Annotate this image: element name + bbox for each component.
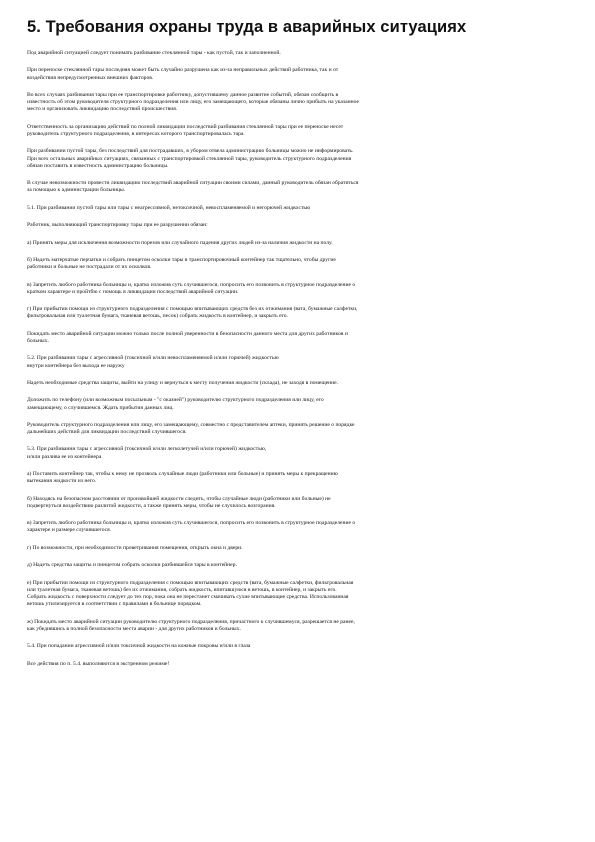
paragraph-line: а) Принять меры для исключения возможности порезов или случайного падения других людей из-за наличия жидкости на полу.: [27, 239, 333, 246]
paragraph: [27, 397, 575, 411]
paragraph: [27, 545, 575, 552]
paragraph-line: 5.4. При попадании агрессивной и/или токсичной жидкости на кожные покровы и/или в глаза: [27, 643, 251, 650]
paragraph: [27, 562, 575, 569]
paragraph-line: Покидать место аварийной ситуации можно только после полной уверенности в безопасности данного места для других работников и: [27, 330, 348, 337]
paragraph: [27, 580, 575, 609]
paragraph: [27, 50, 575, 57]
paragraph-line: работники и больные не пострадали от их осколков.: [27, 264, 152, 271]
paragraph-line: При всех остальных аварийных ситуациях, связанных с транспортировкой стеклянной тары, руководитель структурного подразделения: [27, 155, 352, 162]
paragraph-line: Надеть необходимые средства защиты, выйти на улицу и вернуться к месту получения жидкости (склада), не заходя в помещение.: [27, 379, 339, 386]
paragraph: [27, 222, 575, 229]
paragraph: [27, 306, 575, 320]
paragraph: [27, 205, 575, 212]
paragraph-line: 5.3. При разбивании тары с агрессивной (токсичной и/или легколетучей и/или горючей) жидкостью,: [27, 446, 267, 453]
paragraph: [27, 124, 575, 138]
paragraph: [27, 355, 575, 369]
paragraph: [27, 148, 575, 170]
paragraph-line: 5.1. При разбивании пустой тары или тары с неагрессивной, нетоксичной, невоспламеняемой и негорючей жидкостью: [27, 204, 311, 211]
paragraph: [27, 422, 575, 436]
paragraph-line: В случае невозможности провести ликвидацию последствий аварийной ситуации своими силами, данный руководитель обязан обратиться: [27, 180, 359, 187]
paragraph-line: б) Находясь на безопасном расстоянии от произвойшей жидкости следить, чтобы случайные люди (работники или больные) не: [27, 495, 331, 502]
paragraph-line: Руководитель структурного подразделения или лицу, его замещающему, совместно с представителем аптеки, принять решение о порядке: [27, 421, 355, 428]
page-title: 5. Требования охраны труда в аварийных ситуациях: [27, 18, 467, 36]
paragraph-line: е) При прибытии помощи из структурного подразделения с помощью впитывающих средств (вата, бумажные салфетки, фильтровальная: [27, 579, 354, 586]
paragraph-line: подвергнуться воздействию разлитой жидкости, а также принять меры, чтобы не случилось возгорания.: [27, 502, 276, 509]
paragraph-line: При переноске стеклянной тары последняя может быть случайно разрушена как из-за неправильных действий работника, так и от: [27, 67, 339, 74]
paragraph: [27, 180, 575, 194]
paragraph-line: г) По возможности, при необходимости проветривания помещения, открыть окна и двери.: [27, 544, 243, 551]
paragraph: [27, 619, 575, 633]
paragraph: [27, 282, 575, 296]
paragraph-line: При разбивании пустой тары, без последствий для пострадавших, в убором отвела администрацию больницы можно не информировать.: [27, 148, 354, 155]
paragraph: [27, 331, 575, 345]
paragraph-line: а) Поставить контейнер так, чтобы к нему не прозволь случайные люди (работники или больные) и принять меры к прекращению: [27, 471, 338, 478]
paragraph: [27, 643, 575, 650]
document-page: [27, 17, 575, 678]
paragraph-line: место и организовать ликвидацию последствий происшествия.: [27, 106, 178, 113]
paragraph-line: воздействия непредусмотренных внешних факторов.: [27, 74, 154, 81]
paragraph-line: замещающему, о случившемся. Ждать прибытия данных лиц.: [27, 404, 174, 411]
paragraph-line: б) Надеть матерчатые перчатки и собрать пинцетом осколки тары в транспортировочный контейнер так тщательно, чтобы другие: [27, 256, 336, 263]
paragraph-line: или туалетная бумага, тканевая ветошь) без их отжимания, собрать жидкость, впитавшуюся в ветошь, в контейнер, и закрыть его.: [27, 586, 337, 593]
paragraph-line: ж) Покидать место аварийной ситуации руководителю структурного подразделения, причастного к случившемуся, разрешается не ранее,: [27, 618, 355, 625]
document-body: [27, 50, 575, 668]
paragraph-line: в) Запретить любого работника больницы и, кратко изложив суть случившегося, попросить его позвонить в структурное подразделение о: [27, 520, 356, 527]
paragraph-line: кратком характере и пройтбю с помощь в ликвидации последствий аварийной ситуации.: [27, 288, 239, 295]
paragraph-line: руководитель структурного подразделения, в интересах которого транспортировалась тара.: [27, 130, 245, 137]
paragraph: [27, 92, 575, 114]
paragraph-line: Все действия по п. 5.4. выполняются в экстренном режиме!: [27, 660, 170, 667]
paragraph: [27, 471, 575, 485]
paragraph-line: и/или разлива ее из контейнера: [27, 453, 102, 460]
paragraph-line: г) При прибытии помощи из структурного подразделения с помощью впитывающих средств без их отжимания (вата, бумажные салфетки,: [27, 306, 358, 313]
paragraph: [27, 380, 575, 387]
paragraph: [27, 496, 575, 510]
paragraph-line: вытекания жидкости из него.: [27, 478, 97, 485]
paragraph-line: как убедившись в полной безопасности места аварии - для других работников и больных.: [27, 625, 241, 632]
paragraph-line: Под аварийной ситуацией следует понимать разбивание стеклянной тары - как пустой, так и заполненной.: [27, 50, 281, 56]
paragraph-line: фильтровальная или туалетная бумага, тканевая ветошь, песок) собрать жидкость в контейнер, и закрыть его.: [27, 313, 288, 320]
paragraph-line: дальнейших действий для ликвидации последствий случившегося.: [27, 429, 187, 436]
paragraph-line: обязан поставить в известность администрацию больницы.: [27, 162, 169, 169]
paragraph-line: внутри контейнера без выхода ее наружу: [27, 362, 125, 369]
paragraph-line: д) Надеть средства защиты и пинцетом собрать осколки разбившейся тары в контейнер.: [27, 562, 237, 569]
paragraph-line: характере и размере случившегося.: [27, 527, 112, 534]
paragraph-line: Работник, выполняющий транспортировку тары при ее разрушении обязан:: [27, 222, 208, 229]
paragraph: [27, 661, 575, 668]
paragraph-line: Ответственность за организацию действий по полной ликвидации последствий разбивания стеклянной тары при ее переноске несет: [27, 123, 344, 130]
paragraph-line: в) Запретить любого работника больницы и, кратко изложив суть случившегося, попросить его позвонить в структурное подразделение о: [27, 281, 356, 288]
paragraph: [27, 240, 575, 247]
paragraph-line: ветошь утилизируется в соответствии с правилами в больнице порядком.: [27, 601, 202, 608]
paragraph-line: Доложить по телефону (или возможным посыльным - "с оказией") руководителю структурного подразделения или лицу, его: [27, 397, 324, 404]
paragraph-line: Собрать жидкость с поверхности следует до тех пор, пока она не перестанет смачивать сухие впитывающие средства. Использованная: [27, 594, 349, 601]
paragraph: [27, 446, 575, 460]
paragraph-line: Во всех случаях разбивания тары при ее транспортировке работнику, допустившему данное развитие событий, обязан сообщить в: [27, 91, 339, 98]
paragraph: [27, 257, 575, 271]
paragraph-line: 5.2. При разбивании тары с агрессивной (токсичной и/или невоспламеняемой и/или горючей) жидкостью: [27, 355, 279, 362]
paragraph-line: больных.: [27, 337, 49, 344]
paragraph-line: за помощью к администрации больницы.: [27, 187, 126, 194]
paragraph: [27, 520, 575, 534]
paragraph-line: известность об этом руководителя структурного подразделения или лицу, его замещающего, которые обязаны лично прибыть на указанное: [27, 99, 359, 106]
paragraph: [27, 67, 575, 81]
